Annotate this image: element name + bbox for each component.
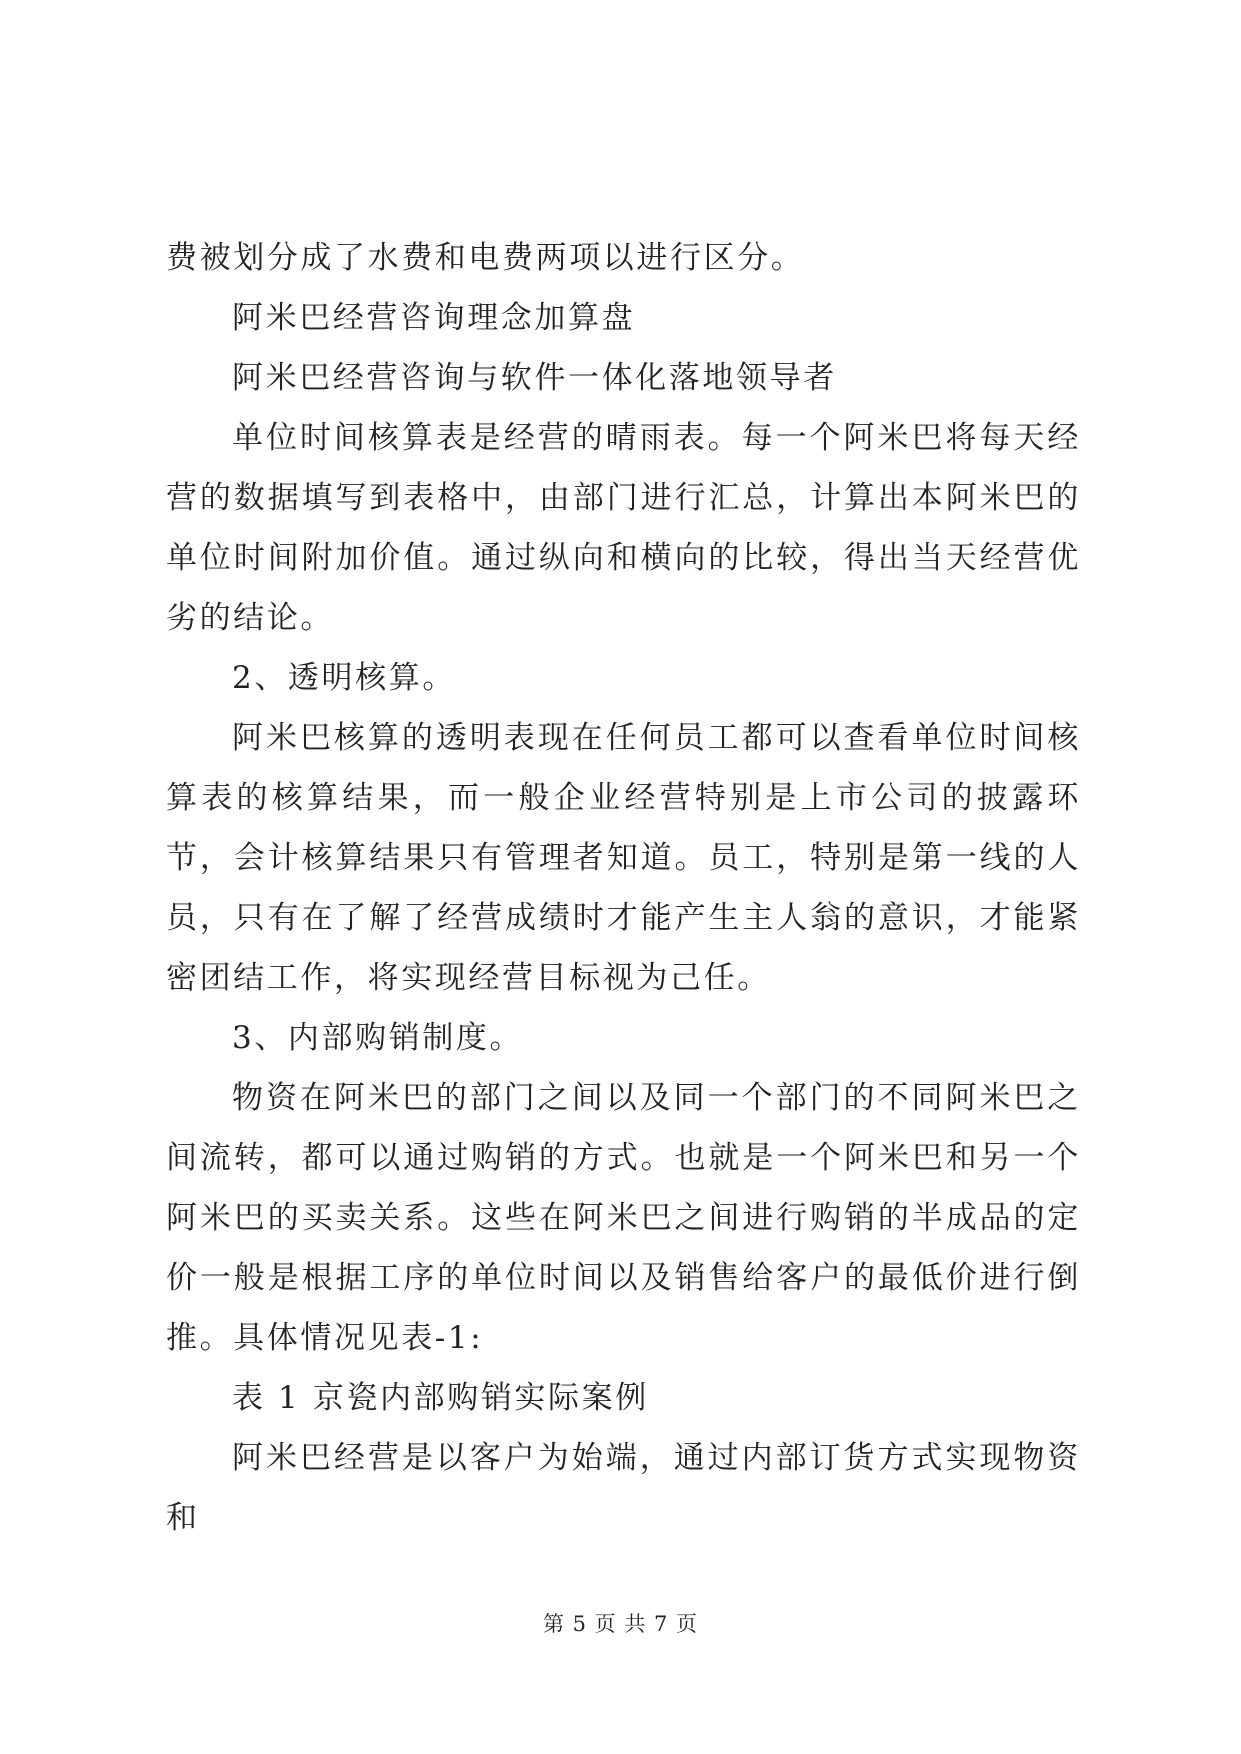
paragraph-transparent-accounting: 阿米巴核算的透明表现在任何员工都可以查看单位时间核算表的核算结果，而一般企业经营特别是上市公司的披露环节，会计核算结果只有管理者知道。员工，特别是第一线的人员，只有在了解了经营成绩时才能产生主人翁的意识，才能紧密团结工作，将实现经营目标视为己任。	[166, 720, 1081, 996]
heading-internal-trading: 3、内部购销制度。	[232, 1020, 524, 1056]
page-number-footer: 第 5 页 共 7 页	[542, 1612, 699, 1636]
paragraph-internal-trading: 物资在阿米巴的部门之间以及同一个部门的不同阿米巴之间流转，都可以通过购销的方式。也就是一个阿米巴和另一个阿米巴的买卖关系。这些在阿米巴之间进行购销的半成品的定价一般是根据工序的单位时间以及销售给客户的最低价进行倒推。具体情况见表-1:	[166, 1080, 1081, 1356]
paragraph-slogan-1: 阿米巴经营咨询理念加算盘	[232, 300, 636, 336]
paragraph-slogan-2: 阿米巴经营咨询与软件一体化落地领导者	[232, 360, 837, 396]
paragraph-customer-start: 阿米巴经营是以客户为始端，通过内部订货方式实现物资和	[166, 1440, 1081, 1536]
paragraph-unit-time-table: 单位时间核算表是经营的晴雨表。每一个阿米巴将每天经营的数据填写到表格中，由部门进行汇总，计算出本阿米巴的单位时间附加价值。通过纵向和横向的比较，得出当天经营优劣的结论。	[166, 420, 1081, 636]
table-caption: 表 1 京瓷内部购销实际案例	[232, 1380, 649, 1416]
paragraph-continuation: 费被划分成了水费和电费两项以进行区分。	[166, 240, 805, 276]
document-body	[166, 228, 1081, 1548]
heading-transparent-accounting: 2、透明核算。	[232, 660, 456, 696]
